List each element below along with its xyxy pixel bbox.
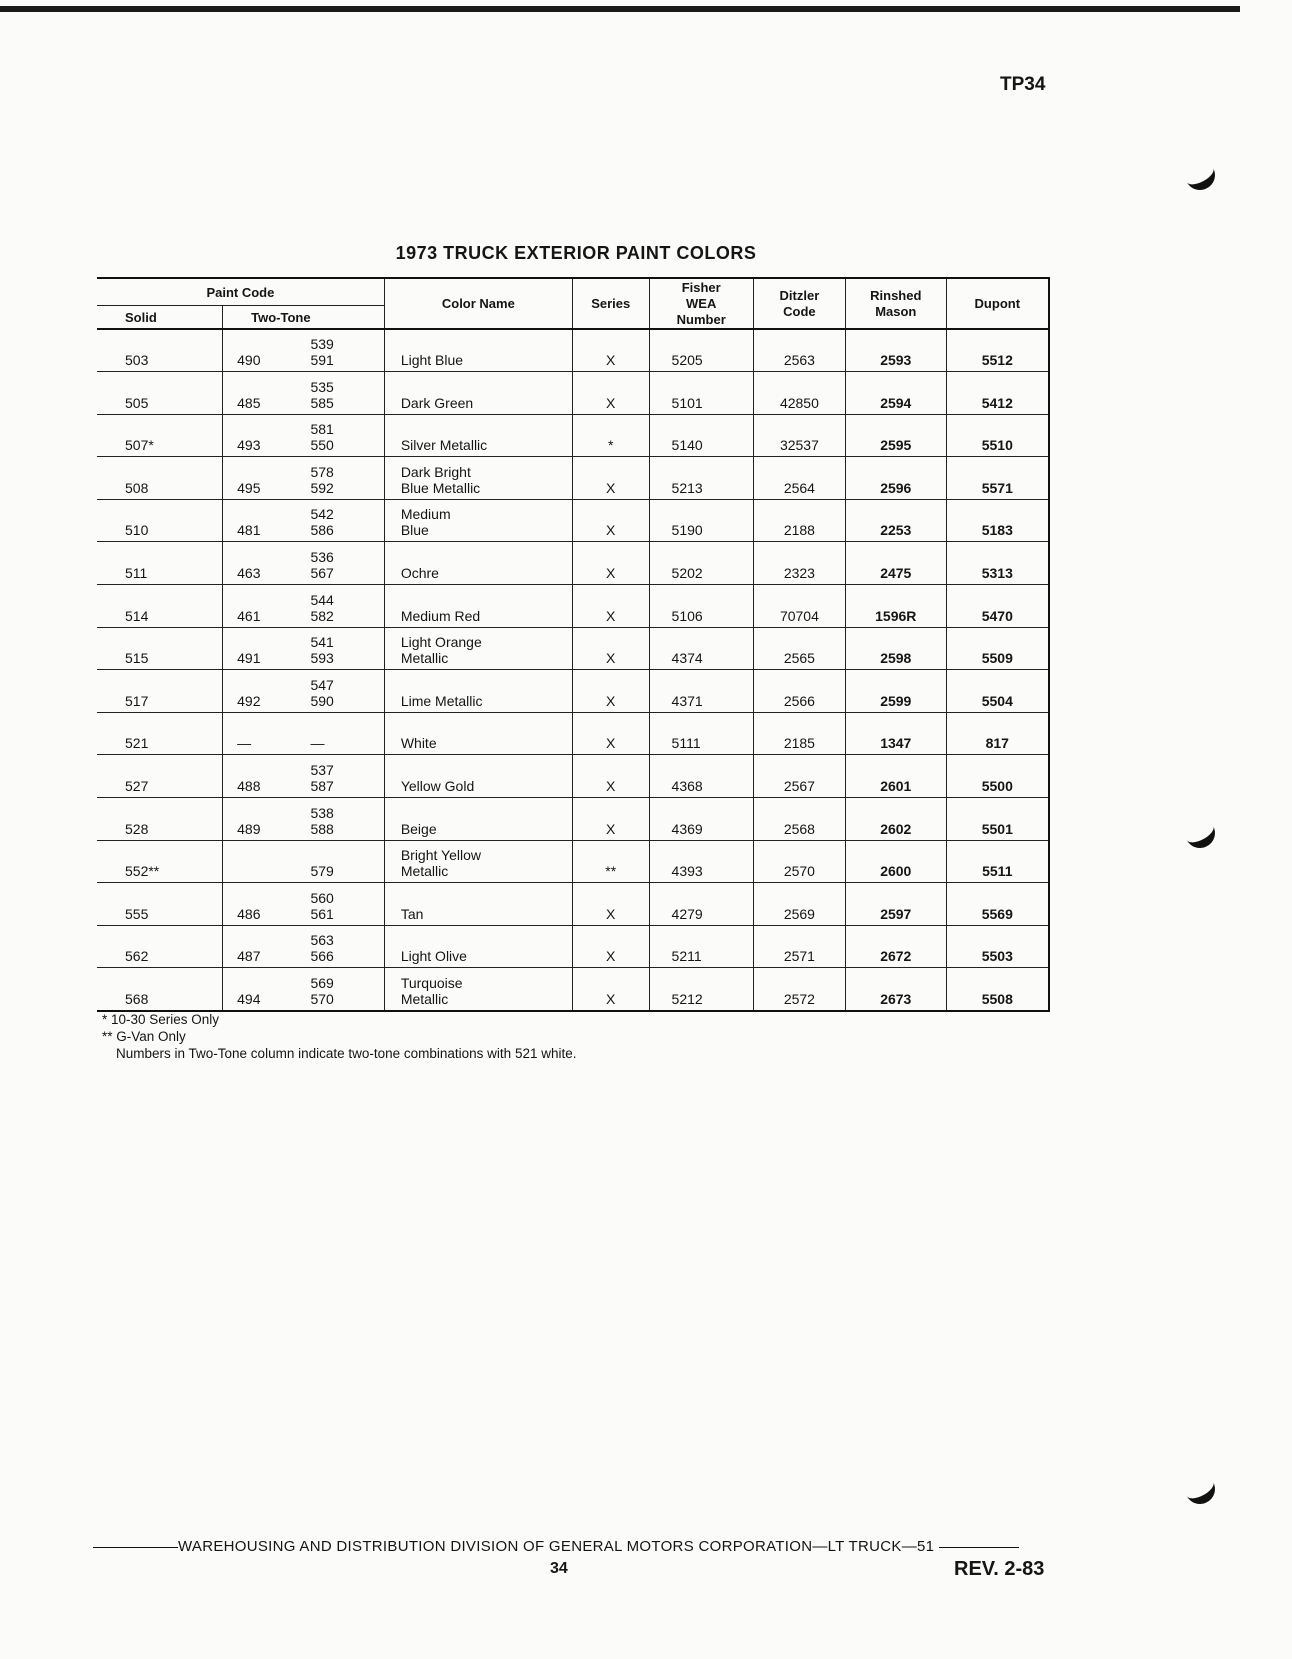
- color-name-line1: Dark Bright: [400, 463, 471, 480]
- rinshed-mason-cell: 2673: [845, 968, 946, 1011]
- two-tone-code-a-cell: 485: [223, 372, 311, 415]
- series-cell: X: [572, 925, 649, 968]
- two-tone-code-b-line1: 547: [310, 676, 334, 693]
- two-tone-code-b-cell: [310, 883, 384, 926]
- series-cell: X: [572, 670, 649, 713]
- table-row: [97, 798, 1049, 841]
- rinshed-mason-cell: 2594: [845, 372, 946, 415]
- two-tone-code-b-line1: 563: [310, 932, 334, 949]
- rinshed-mason-cell: 2595: [845, 414, 946, 457]
- document-title: 1973 TRUCK EXTERIOR PAINT COLORS: [395, 243, 757, 263]
- ditzler-code-cell: 2572: [753, 968, 845, 1011]
- two-tone-code-b-cell: [310, 798, 384, 841]
- two-tone-code-a-cell: 490: [223, 329, 311, 372]
- solid-code-cell: 507*: [97, 414, 223, 457]
- ditzler-code-cell: 32537: [753, 414, 845, 457]
- color-name-line2: Yellow Gold: [400, 778, 475, 795]
- binder-hole-mark-top: [1180, 155, 1221, 196]
- solid-code-cell: 527: [97, 755, 223, 798]
- color-name-cell: [384, 968, 572, 1011]
- two-tone-code-b-line1: 535: [310, 378, 334, 395]
- header-fisher-line3: Number: [676, 311, 726, 327]
- two-tone-code-a-cell: 491: [223, 627, 311, 670]
- color-name-line2: Lime Metallic: [400, 692, 483, 709]
- header-rinshed-line2: Mason: [875, 303, 917, 319]
- two-tone-code-b-line2: 582: [310, 607, 334, 624]
- two-tone-code-b-line2: 570: [310, 990, 334, 1007]
- color-name-line2: Medium Red: [400, 607, 481, 624]
- revision-code: REV. 2-83: [954, 1558, 1045, 1580]
- series-cell: X: [572, 329, 649, 372]
- ditzler-code-cell: 42850: [753, 372, 845, 415]
- header-series: Series: [572, 278, 649, 329]
- ditzler-code-cell: 2185: [753, 712, 845, 755]
- two-tone-code-b-cell: [310, 755, 384, 798]
- two-tone-code-a-cell: 488: [223, 755, 311, 798]
- header-ditzler-code: [753, 278, 845, 329]
- header-row-top: [97, 278, 1049, 306]
- two-tone-code-b-line2: 566: [310, 948, 334, 965]
- ditzler-code-cell: 2567: [753, 755, 845, 798]
- two-tone-code-b-line2: 592: [310, 479, 334, 496]
- binder-hole-mark-middle: [1180, 813, 1221, 854]
- solid-code-cell: 508: [97, 457, 223, 500]
- color-name-cell: [384, 329, 572, 372]
- ditzler-code-cell: 2188: [753, 499, 845, 542]
- color-name-cell: [384, 414, 572, 457]
- fisher-wea-number-cell: 4279: [649, 883, 753, 926]
- rinshed-mason-cell: 2596: [845, 457, 946, 500]
- two-tone-code-a-cell: 487: [223, 925, 311, 968]
- series-cell: X: [572, 585, 649, 628]
- dupont-cell: 5183: [946, 499, 1049, 542]
- dupont-cell: 5510: [946, 414, 1049, 457]
- color-name-line2: White: [400, 735, 437, 752]
- solid-code-cell: 505: [97, 372, 223, 415]
- table-row: [97, 883, 1049, 926]
- two-tone-code-b-cell: [310, 372, 384, 415]
- solid-code-cell: 568: [97, 968, 223, 1011]
- ditzler-code-cell: 70704: [753, 585, 845, 628]
- dupont-cell: 5313: [946, 542, 1049, 585]
- series-cell: X: [572, 499, 649, 542]
- dupont-cell: 5503: [946, 925, 1049, 968]
- page-code: TP34: [1000, 74, 1046, 95]
- two-tone-code-a-cell: 495: [223, 457, 311, 500]
- top-border-rule: [0, 6, 1240, 12]
- fisher-wea-number-cell: 4369: [649, 798, 753, 841]
- header-solid: Solid: [97, 306, 223, 330]
- color-name-line2: Metallic: [400, 650, 449, 667]
- dupont-cell: 5571: [946, 457, 1049, 500]
- color-name-cell: [384, 883, 572, 926]
- rinshed-mason-cell: 2601: [845, 755, 946, 798]
- solid-code-cell: 514: [97, 585, 223, 628]
- two-tone-code-b-cell: [310, 670, 384, 713]
- header-two-tone: Two-Tone: [223, 306, 385, 330]
- fisher-wea-number-cell: 4368: [649, 755, 753, 798]
- fisher-wea-number-cell: 5211: [649, 925, 753, 968]
- table-row: [97, 755, 1049, 798]
- dupont-cell: 817: [946, 712, 1049, 755]
- two-tone-code-b-line1: 560: [310, 889, 334, 906]
- dupont-cell: 5511: [946, 840, 1049, 883]
- color-name-line2: Light Blue: [400, 352, 464, 369]
- footnote-series-only: * 10-30 Series Only: [102, 1012, 220, 1027]
- color-name-cell: [384, 542, 572, 585]
- two-tone-code-b-line1: 578: [310, 463, 334, 480]
- two-tone-code-b-line2: 591: [310, 352, 334, 369]
- two-tone-code-b-line1: 536: [310, 549, 334, 566]
- rinshed-mason-cell: 2253: [845, 499, 946, 542]
- two-tone-code-a-cell: 489: [223, 798, 311, 841]
- two-tone-code-a-cell: 486: [223, 883, 311, 926]
- two-tone-code-a-cell: [223, 840, 311, 883]
- ditzler-code-cell: 2571: [753, 925, 845, 968]
- color-name-line1: Bright Yellow: [400, 847, 481, 864]
- table-row: [97, 499, 1049, 542]
- series-cell: *: [572, 414, 649, 457]
- color-name-line2: Metallic: [400, 990, 449, 1007]
- two-tone-code-b-line1: 541: [310, 634, 334, 651]
- two-tone-code-b-cell: [310, 968, 384, 1011]
- fisher-wea-number-cell: 5101: [649, 372, 753, 415]
- two-tone-code-b-line2: 590: [310, 692, 334, 709]
- header-fisher-line2: WEA: [686, 295, 717, 311]
- color-name-cell: [384, 372, 572, 415]
- footer-text: WAREHOUSING AND DISTRIBUTION DIVISION OF GENERAL MOTORS CORPORATION—LT TRUCK—51: [178, 1538, 935, 1555]
- color-name-line2: Metallic: [400, 863, 449, 880]
- ditzler-code-cell: 2564: [753, 457, 845, 500]
- two-tone-code-a-cell: 461: [223, 585, 311, 628]
- color-name-line2: Dark Green: [400, 394, 474, 411]
- two-tone-code-b-line2: —: [310, 735, 325, 752]
- two-tone-code-b-cell: [310, 627, 384, 670]
- ditzler-code-cell: 2568: [753, 798, 845, 841]
- dupont-cell: 5509: [946, 627, 1049, 670]
- two-tone-code-b-cell: [310, 329, 384, 372]
- two-tone-code-b-cell: [310, 840, 384, 883]
- two-tone-code-a-cell: 493: [223, 414, 311, 457]
- fisher-wea-number-cell: 5213: [649, 457, 753, 500]
- table-row: [97, 542, 1049, 585]
- color-name-cell: [384, 499, 572, 542]
- two-tone-code-a-cell: —: [223, 712, 311, 755]
- color-name-cell: [384, 712, 572, 755]
- color-name-cell: [384, 840, 572, 883]
- footnote-two-tone: Numbers in Two-Tone column indicate two-tone combinations with 521 white.: [116, 1046, 577, 1061]
- two-tone-code-b-line1: 538: [310, 804, 334, 821]
- series-cell: X: [572, 372, 649, 415]
- rinshed-mason-cell: 2600: [845, 840, 946, 883]
- solid-code-cell: 510: [97, 499, 223, 542]
- table-row: [97, 585, 1049, 628]
- two-tone-code-b-line1: 542: [310, 506, 334, 523]
- table-row: [97, 712, 1049, 755]
- rinshed-mason-cell: 1596R: [845, 585, 946, 628]
- dupont-cell: 5504: [946, 670, 1049, 713]
- color-name-line1: Medium: [400, 506, 451, 523]
- two-tone-code-b-line1: 539: [310, 336, 334, 353]
- two-tone-code-b-line2: 593: [310, 650, 334, 667]
- solid-code-cell: 515: [97, 627, 223, 670]
- solid-code-cell: 517: [97, 670, 223, 713]
- rinshed-mason-cell: 2593: [845, 329, 946, 372]
- rinshed-mason-cell: 2599: [845, 670, 946, 713]
- fisher-wea-number-cell: 4393: [649, 840, 753, 883]
- two-tone-code-b-cell: [310, 585, 384, 628]
- footnotes: [102, 1011, 576, 1062]
- ditzler-code-cell: 2566: [753, 670, 845, 713]
- series-cell: X: [572, 542, 649, 585]
- dupont-cell: 5508: [946, 968, 1049, 1011]
- two-tone-code-b-cell: [310, 925, 384, 968]
- dupont-cell: 5500: [946, 755, 1049, 798]
- fisher-wea-number-cell: 5205: [649, 329, 753, 372]
- rinshed-mason-cell: 2597: [845, 883, 946, 926]
- series-cell: X: [572, 883, 649, 926]
- table-row: [97, 457, 1049, 500]
- fisher-wea-number-cell: 5106: [649, 585, 753, 628]
- two-tone-code-b-line2: 588: [310, 820, 334, 837]
- two-tone-code-b-line1: 569: [310, 974, 334, 991]
- dupont-cell: 5501: [946, 798, 1049, 841]
- two-tone-code-b-cell: [310, 457, 384, 500]
- ditzler-code-cell: 2323: [753, 542, 845, 585]
- color-name-cell: [384, 798, 572, 841]
- color-name-line2: Tan: [400, 905, 424, 922]
- table-row: [97, 840, 1049, 883]
- rinshed-mason-cell: 2672: [845, 925, 946, 968]
- two-tone-code-b-line2: 550: [310, 437, 334, 454]
- series-cell: X: [572, 712, 649, 755]
- rinshed-mason-cell: 2602: [845, 798, 946, 841]
- color-name-cell: [384, 670, 572, 713]
- color-name-line2: Silver Metallic: [400, 437, 488, 454]
- header-color-name: Color Name: [384, 278, 572, 329]
- paint-rows: [97, 329, 1049, 1011]
- fisher-wea-number-cell: 4371: [649, 670, 753, 713]
- two-tone-code-b-line2: 561: [310, 905, 334, 922]
- rinshed-mason-cell: 1347: [845, 712, 946, 755]
- series-cell: X: [572, 457, 649, 500]
- header-paint-code: Paint Code: [97, 278, 384, 306]
- footer-dash-left: [93, 1547, 178, 1548]
- two-tone-code-b-line1: 544: [310, 591, 334, 608]
- color-name-line2: Blue: [400, 522, 429, 539]
- two-tone-code-b-cell: [310, 499, 384, 542]
- two-tone-code-b-line2: 585: [310, 394, 334, 411]
- solid-code-cell: 562: [97, 925, 223, 968]
- series-cell: X: [572, 968, 649, 1011]
- fisher-wea-number-cell: 5140: [649, 414, 753, 457]
- header-ditzler-line2: Code: [783, 303, 816, 319]
- dupont-cell: 5412: [946, 372, 1049, 415]
- color-name-line1: Light Orange: [400, 634, 482, 651]
- two-tone-code-b-line2: 587: [310, 778, 334, 795]
- series-cell: **: [572, 840, 649, 883]
- table-row: [97, 329, 1049, 372]
- color-name-cell: [384, 925, 572, 968]
- color-name-cell: [384, 627, 572, 670]
- table-row: [97, 627, 1049, 670]
- header-dupont: Dupont: [946, 278, 1049, 329]
- two-tone-code-b-line2: 586: [310, 522, 334, 539]
- two-tone-code-b-line2: 579: [310, 863, 334, 880]
- series-cell: X: [572, 798, 649, 841]
- fisher-wea-number-cell: 5190: [649, 499, 753, 542]
- solid-code-cell: 521: [97, 712, 223, 755]
- dupont-cell: 5512: [946, 329, 1049, 372]
- table-row: [97, 670, 1049, 713]
- binder-hole-mark-bottom: [1180, 1469, 1221, 1510]
- ditzler-code-cell: 2569: [753, 883, 845, 926]
- two-tone-code-b-cell: [310, 414, 384, 457]
- header-fisher-line1: Fisher: [681, 279, 721, 295]
- color-name-line1: Turquoise: [400, 974, 463, 991]
- rinshed-mason-cell: 2475: [845, 542, 946, 585]
- table-row: [97, 968, 1049, 1011]
- footnote-g-van-only: ** G-Van Only: [102, 1029, 186, 1044]
- dupont-cell: 5569: [946, 883, 1049, 926]
- two-tone-code-a-cell: 481: [223, 499, 311, 542]
- solid-code-cell: 503: [97, 329, 223, 372]
- table-row: [97, 372, 1049, 415]
- table-row: [97, 925, 1049, 968]
- color-name-cell: [384, 457, 572, 500]
- two-tone-code-b-line2: 567: [310, 565, 334, 582]
- footer-dash-right: [939, 1547, 1019, 1548]
- fisher-wea-number-cell: 5212: [649, 968, 753, 1011]
- table-row: [97, 414, 1049, 457]
- header-ditzler-line1: Ditzler: [779, 287, 820, 303]
- series-cell: X: [572, 627, 649, 670]
- page-number: 34: [550, 1560, 568, 1577]
- solid-code-cell: 528: [97, 798, 223, 841]
- solid-code-cell: 511: [97, 542, 223, 585]
- color-name-line2: Beige: [400, 820, 437, 837]
- two-tone-code-a-cell: 492: [223, 670, 311, 713]
- color-name-line2: Ochre: [400, 565, 439, 582]
- fisher-wea-number-cell: 4374: [649, 627, 753, 670]
- header-rinshed-line1: Rinshed: [870, 287, 922, 303]
- two-tone-code-b-cell: [310, 542, 384, 585]
- solid-code-cell: 555: [97, 883, 223, 926]
- color-name-cell: [384, 755, 572, 798]
- solid-code-cell: 552**: [97, 840, 223, 883]
- fisher-wea-number-cell: 5111: [649, 712, 753, 755]
- header-rinshed-mason: [845, 278, 946, 329]
- dupont-cell: 5470: [946, 585, 1049, 628]
- header-fisher-wea-number: [649, 278, 753, 329]
- two-tone-code-b-cell: [310, 712, 384, 755]
- color-name-line2: Blue Metallic: [400, 479, 481, 496]
- rinshed-mason-cell: 2598: [845, 627, 946, 670]
- ditzler-code-cell: 2563: [753, 329, 845, 372]
- color-name-line2: Light Olive: [400, 948, 467, 965]
- fisher-wea-number-cell: 5202: [649, 542, 753, 585]
- paint-colors-table: [97, 277, 1050, 1012]
- series-cell: X: [572, 755, 649, 798]
- ditzler-code-cell: 2570: [753, 840, 845, 883]
- two-tone-code-b-line1: 581: [310, 421, 334, 438]
- two-tone-code-a-cell: 463: [223, 542, 311, 585]
- ditzler-code-cell: 2565: [753, 627, 845, 670]
- color-name-cell: [384, 585, 572, 628]
- two-tone-code-b-line1: 537: [310, 762, 334, 779]
- two-tone-code-a-cell: 494: [223, 968, 311, 1011]
- footer-line: [93, 1538, 1019, 1555]
